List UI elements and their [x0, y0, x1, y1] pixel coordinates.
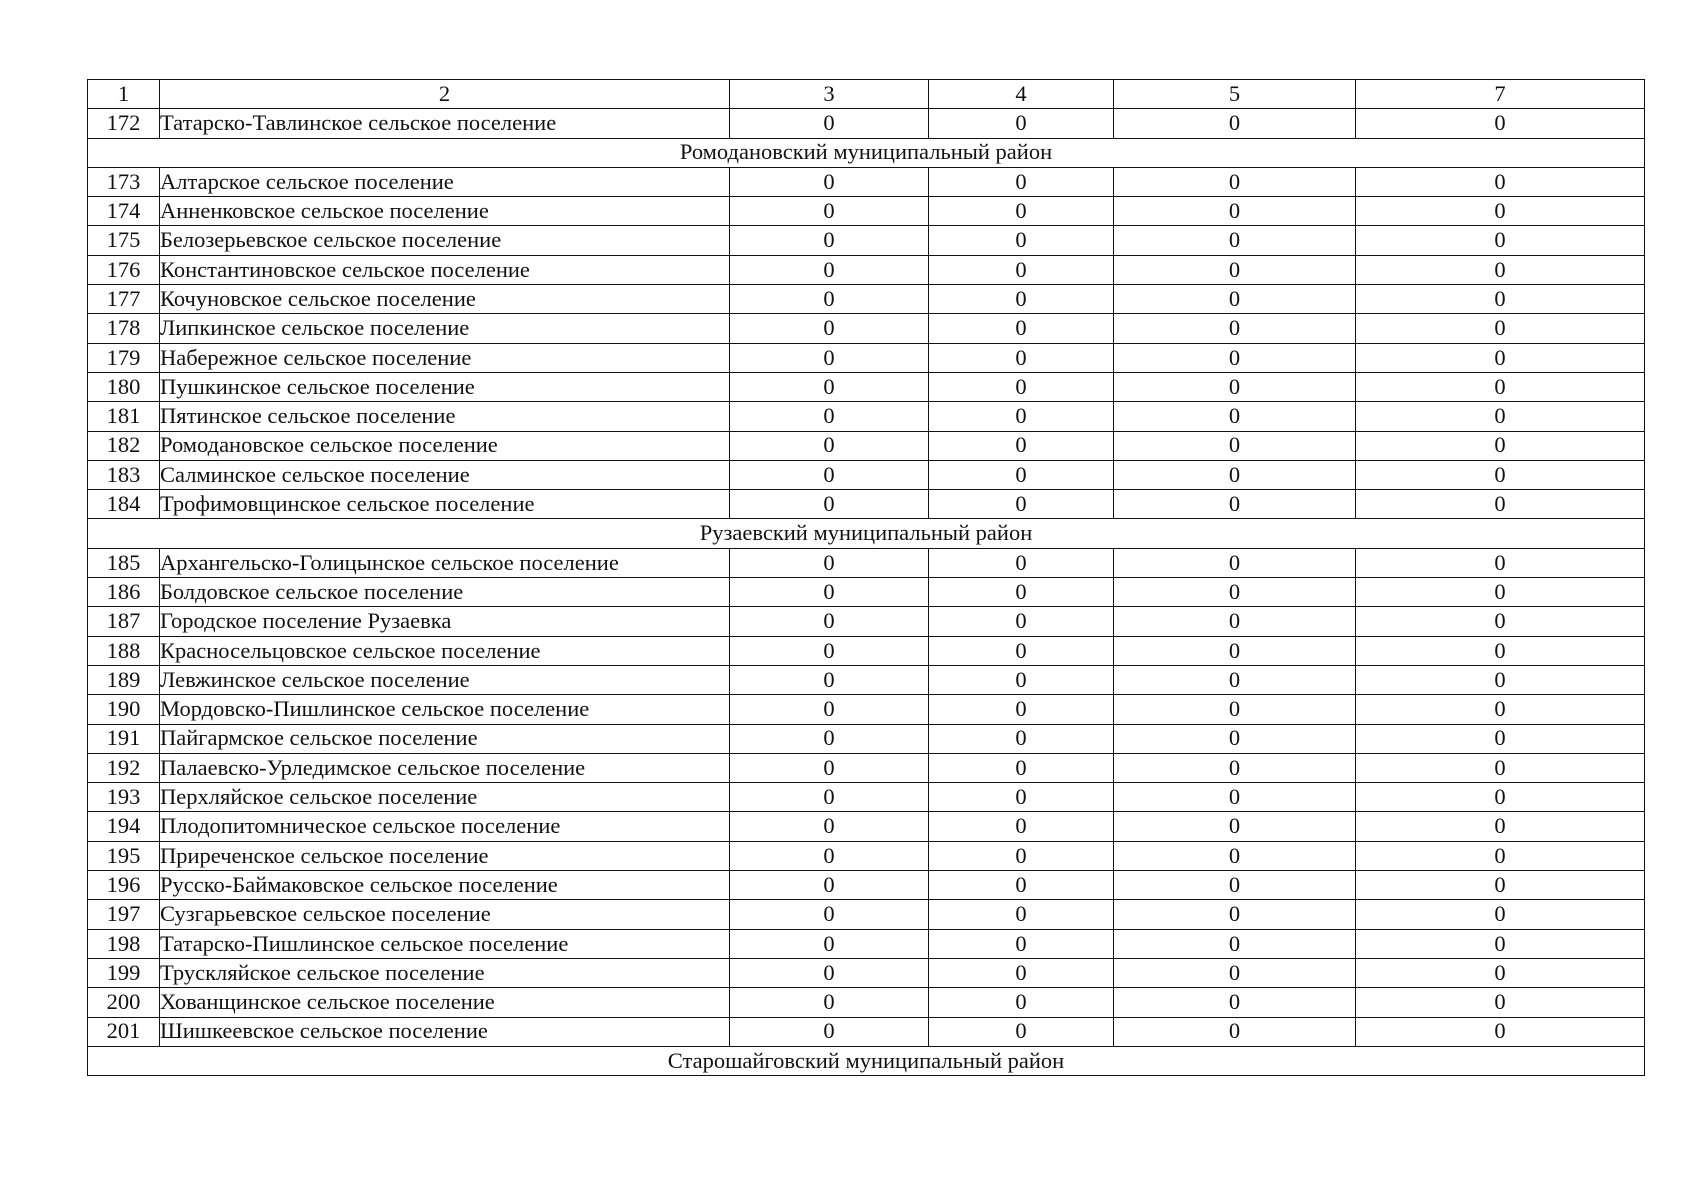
value-cell: 0 — [730, 255, 929, 284]
settlement-name-cell: Салминское сельское поселение — [160, 460, 730, 489]
row-number-cell: 195 — [88, 841, 160, 870]
table-row — [88, 929, 1645, 958]
value-cell: 0 — [730, 343, 929, 372]
value-cell: 0 — [929, 548, 1114, 577]
row-number-cell: 179 — [88, 343, 160, 372]
table-row — [88, 314, 1645, 343]
table-row — [88, 255, 1645, 284]
value-cell: 0 — [730, 724, 929, 753]
value-cell: 0 — [1114, 607, 1356, 636]
row-number-cell: 196 — [88, 871, 160, 900]
table-row — [88, 988, 1645, 1017]
row-number-cell: 177 — [88, 285, 160, 314]
row-number-cell: 191 — [88, 724, 160, 753]
value-cell: 0 — [730, 665, 929, 694]
value-cell: 0 — [1356, 343, 1645, 372]
value-cell: 0 — [1114, 636, 1356, 665]
value-cell: 0 — [1114, 812, 1356, 841]
value-cell: 0 — [730, 460, 929, 489]
header-cell-col-4: 4 — [929, 80, 1114, 109]
value-cell: 0 — [1114, 255, 1356, 284]
value-cell: 0 — [1114, 958, 1356, 987]
settlement-name-cell: Палаевско-Урледимское сельское поселение — [160, 753, 730, 782]
value-cell: 0 — [730, 636, 929, 665]
table-row — [88, 841, 1645, 870]
value-cell: 0 — [1114, 197, 1356, 226]
value-cell: 0 — [929, 636, 1114, 665]
value-cell: 0 — [929, 958, 1114, 987]
value-cell: 0 — [1356, 402, 1645, 431]
value-cell: 0 — [1114, 431, 1356, 460]
value-cell: 0 — [1114, 783, 1356, 812]
settlement-name-cell: Константиновское сельское поселение — [160, 255, 730, 284]
settlement-name-cell: Набережное сельское поселение — [160, 343, 730, 372]
row-number-cell: 174 — [88, 197, 160, 226]
row-number-cell: 201 — [88, 1017, 160, 1046]
settlement-name-cell: Приреченское сельское поселение — [160, 841, 730, 870]
row-number-cell: 200 — [88, 988, 160, 1017]
row-number-cell: 172 — [88, 109, 160, 138]
row-number-cell: 186 — [88, 578, 160, 607]
table-row — [88, 753, 1645, 782]
value-cell: 0 — [730, 929, 929, 958]
value-cell: 0 — [1356, 988, 1645, 1017]
settlement-name-cell: Сузгарьевское сельское поселение — [160, 900, 730, 929]
value-cell: 0 — [1356, 871, 1645, 900]
value-cell: 0 — [929, 578, 1114, 607]
value-cell: 0 — [730, 607, 929, 636]
settlement-name-cell: Перхляйское сельское поселение — [160, 783, 730, 812]
value-cell: 0 — [929, 841, 1114, 870]
value-cell: 0 — [1114, 753, 1356, 782]
value-cell: 0 — [730, 226, 929, 255]
value-cell: 0 — [929, 783, 1114, 812]
value-cell: 0 — [1114, 285, 1356, 314]
settlement-name-cell: Плодопитомническое сельское поселение — [160, 812, 730, 841]
value-cell: 0 — [1356, 724, 1645, 753]
table-row — [88, 724, 1645, 753]
value-cell: 0 — [929, 372, 1114, 401]
value-cell: 0 — [730, 431, 929, 460]
header-cell-col-5: 5 — [1114, 80, 1356, 109]
value-cell: 0 — [1356, 314, 1645, 343]
value-cell: 0 — [929, 109, 1114, 138]
value-cell: 0 — [1114, 226, 1356, 255]
value-cell: 0 — [1114, 402, 1356, 431]
value-cell: 0 — [1356, 695, 1645, 724]
value-cell: 0 — [730, 1017, 929, 1046]
row-number-cell: 198 — [88, 929, 160, 958]
value-cell: 0 — [1356, 431, 1645, 460]
value-cell: 0 — [1356, 636, 1645, 665]
table-row — [88, 607, 1645, 636]
value-cell: 0 — [1114, 109, 1356, 138]
row-number-cell: 180 — [88, 372, 160, 401]
table-row — [88, 871, 1645, 900]
settlement-name-cell: Алтарское сельское поселение — [160, 167, 730, 196]
row-number-cell: 175 — [88, 226, 160, 255]
value-cell: 0 — [730, 578, 929, 607]
value-cell: 0 — [929, 167, 1114, 196]
value-cell: 0 — [1114, 460, 1356, 489]
value-cell: 0 — [730, 871, 929, 900]
value-cell: 0 — [1356, 841, 1645, 870]
value-cell: 0 — [1356, 900, 1645, 929]
table-row — [88, 197, 1645, 226]
row-number-cell: 197 — [88, 900, 160, 929]
value-cell: 0 — [1114, 1017, 1356, 1046]
value-cell: 0 — [929, 665, 1114, 694]
value-cell: 0 — [1114, 343, 1356, 372]
row-number-cell: 182 — [88, 431, 160, 460]
value-cell: 0 — [929, 607, 1114, 636]
table-row — [88, 372, 1645, 401]
row-number-cell: 181 — [88, 402, 160, 431]
table-row — [88, 460, 1645, 489]
value-cell: 0 — [730, 167, 929, 196]
value-cell: 0 — [730, 402, 929, 431]
value-cell: 0 — [1114, 314, 1356, 343]
row-number-cell: 193 — [88, 783, 160, 812]
settlement-name-cell: Пайгармское сельское поселение — [160, 724, 730, 753]
value-cell: 0 — [1356, 490, 1645, 519]
value-cell: 0 — [1114, 841, 1356, 870]
table-row — [88, 226, 1645, 255]
settlement-name-cell: Болдовское сельское поселение — [160, 578, 730, 607]
value-cell: 0 — [1356, 285, 1645, 314]
value-cell: 0 — [1114, 665, 1356, 694]
table-row — [88, 578, 1645, 607]
section-title: Ромодановский муниципальный район — [88, 138, 1645, 167]
table-row — [88, 958, 1645, 987]
table-row — [88, 431, 1645, 460]
value-cell: 0 — [929, 900, 1114, 929]
value-cell: 0 — [929, 695, 1114, 724]
value-cell: 0 — [1114, 490, 1356, 519]
header-cell-col-2: 2 — [160, 80, 730, 109]
section-header-row — [88, 519, 1645, 548]
row-number-cell: 176 — [88, 255, 160, 284]
value-cell: 0 — [730, 695, 929, 724]
value-cell: 0 — [929, 431, 1114, 460]
settlement-name-cell: Пятинское сельское поселение — [160, 402, 730, 431]
table-row — [88, 343, 1645, 372]
value-cell: 0 — [929, 753, 1114, 782]
table-row — [88, 285, 1645, 314]
settlement-name-cell: Красносельцовское сельское поселение — [160, 636, 730, 665]
row-number-cell: 178 — [88, 314, 160, 343]
value-cell: 0 — [1114, 167, 1356, 196]
value-cell: 0 — [1114, 900, 1356, 929]
value-cell: 0 — [929, 460, 1114, 489]
value-cell: 0 — [929, 402, 1114, 431]
table-row — [88, 1017, 1645, 1046]
table-row — [88, 812, 1645, 841]
data-table — [87, 79, 1645, 1076]
value-cell: 0 — [1356, 1017, 1645, 1046]
value-cell: 0 — [929, 314, 1114, 343]
value-cell: 0 — [929, 724, 1114, 753]
header-cell-col-7: 7 — [1356, 80, 1645, 109]
row-number-cell: 173 — [88, 167, 160, 196]
value-cell: 0 — [1356, 109, 1645, 138]
value-cell: 0 — [730, 841, 929, 870]
value-cell: 0 — [1114, 578, 1356, 607]
value-cell: 0 — [1356, 548, 1645, 577]
value-cell: 0 — [1356, 255, 1645, 284]
value-cell: 0 — [730, 812, 929, 841]
value-cell: 0 — [1356, 578, 1645, 607]
settlement-name-cell: Шишкеевское сельское поселение — [160, 1017, 730, 1046]
table-row — [88, 548, 1645, 577]
row-number-cell: 187 — [88, 607, 160, 636]
value-cell: 0 — [1356, 197, 1645, 226]
value-cell: 0 — [730, 314, 929, 343]
header-cell-col-1: 1 — [88, 80, 160, 109]
value-cell: 0 — [1356, 665, 1645, 694]
table-row — [88, 900, 1645, 929]
table-row — [88, 402, 1645, 431]
settlement-name-cell: Городское поселение Рузаевка — [160, 607, 730, 636]
settlement-name-cell: Кочуновское сельское поселение — [160, 285, 730, 314]
settlement-name-cell: Архангельско-Голицынское сельское поселение — [160, 548, 730, 577]
value-cell: 0 — [1356, 753, 1645, 782]
settlement-name-cell: Трофимовщинское сельское поселение — [160, 490, 730, 519]
settlement-name-cell: Татарско-Пишлинское сельское поселение — [160, 929, 730, 958]
settlement-name-cell: Пушкинское сельское поселение — [160, 372, 730, 401]
row-number-cell: 190 — [88, 695, 160, 724]
value-cell: 0 — [730, 490, 929, 519]
section-title: Старошайговский муниципальный район — [88, 1046, 1645, 1075]
value-cell: 0 — [929, 285, 1114, 314]
value-cell: 0 — [1356, 958, 1645, 987]
value-cell: 0 — [1114, 871, 1356, 900]
row-number-cell: 192 — [88, 753, 160, 782]
value-cell: 0 — [929, 343, 1114, 372]
section-header-row — [88, 1046, 1645, 1075]
value-cell: 0 — [730, 372, 929, 401]
row-number-cell: 185 — [88, 548, 160, 577]
value-cell: 0 — [1114, 695, 1356, 724]
table-row — [88, 783, 1645, 812]
settlement-name-cell: Анненковское сельское поселение — [160, 197, 730, 226]
row-number-cell: 188 — [88, 636, 160, 665]
value-cell: 0 — [730, 988, 929, 1017]
table-row — [88, 490, 1645, 519]
value-cell: 0 — [1114, 372, 1356, 401]
value-cell: 0 — [1114, 724, 1356, 753]
table-body — [88, 80, 1645, 1076]
settlement-name-cell: Ромодановское сельское поселение — [160, 431, 730, 460]
settlement-name-cell: Левжинское сельское поселение — [160, 665, 730, 694]
value-cell: 0 — [1356, 607, 1645, 636]
header-cell-col-3: 3 — [730, 80, 929, 109]
value-cell: 0 — [929, 1017, 1114, 1046]
value-cell: 0 — [730, 548, 929, 577]
row-number-cell: 184 — [88, 490, 160, 519]
value-cell: 0 — [929, 226, 1114, 255]
table-row — [88, 167, 1645, 196]
value-cell: 0 — [730, 900, 929, 929]
row-number-cell: 189 — [88, 665, 160, 694]
value-cell: 0 — [1356, 226, 1645, 255]
settlement-name-cell: Татарско-Тавлинское сельское поселение — [160, 109, 730, 138]
value-cell: 0 — [730, 285, 929, 314]
value-cell: 0 — [1114, 548, 1356, 577]
row-number-cell: 199 — [88, 958, 160, 987]
value-cell: 0 — [929, 929, 1114, 958]
value-cell: 0 — [730, 197, 929, 226]
value-cell: 0 — [1356, 929, 1645, 958]
value-cell: 0 — [730, 783, 929, 812]
value-cell: 0 — [929, 812, 1114, 841]
value-cell: 0 — [730, 109, 929, 138]
table-header-row — [88, 80, 1645, 109]
settlement-name-cell: Белозерьевское сельское поселение — [160, 226, 730, 255]
row-number-cell: 183 — [88, 460, 160, 489]
value-cell: 0 — [929, 197, 1114, 226]
settlement-name-cell: Хованщинское сельское поселение — [160, 988, 730, 1017]
value-cell: 0 — [1356, 460, 1645, 489]
row-number-cell: 194 — [88, 812, 160, 841]
value-cell: 0 — [1356, 372, 1645, 401]
table-row — [88, 665, 1645, 694]
value-cell: 0 — [1114, 988, 1356, 1017]
value-cell: 0 — [929, 988, 1114, 1017]
value-cell: 0 — [929, 255, 1114, 284]
settlement-name-cell: Мордовско-Пишлинское сельское поселение — [160, 695, 730, 724]
value-cell: 0 — [1114, 929, 1356, 958]
value-cell: 0 — [1356, 167, 1645, 196]
table-row — [88, 695, 1645, 724]
value-cell: 0 — [929, 871, 1114, 900]
section-title: Рузаевский муниципальный район — [88, 519, 1645, 548]
settlement-name-cell: Трускляйское сельское поселение — [160, 958, 730, 987]
value-cell: 0 — [1356, 783, 1645, 812]
value-cell: 0 — [929, 490, 1114, 519]
table-row — [88, 109, 1645, 138]
value-cell: 0 — [730, 958, 929, 987]
settlement-name-cell: Липкинское сельское поселение — [160, 314, 730, 343]
settlement-name-cell: Русско-Баймаковское сельское поселение — [160, 871, 730, 900]
value-cell: 0 — [730, 753, 929, 782]
value-cell: 0 — [1356, 812, 1645, 841]
table-row — [88, 636, 1645, 665]
section-header-row — [88, 138, 1645, 167]
